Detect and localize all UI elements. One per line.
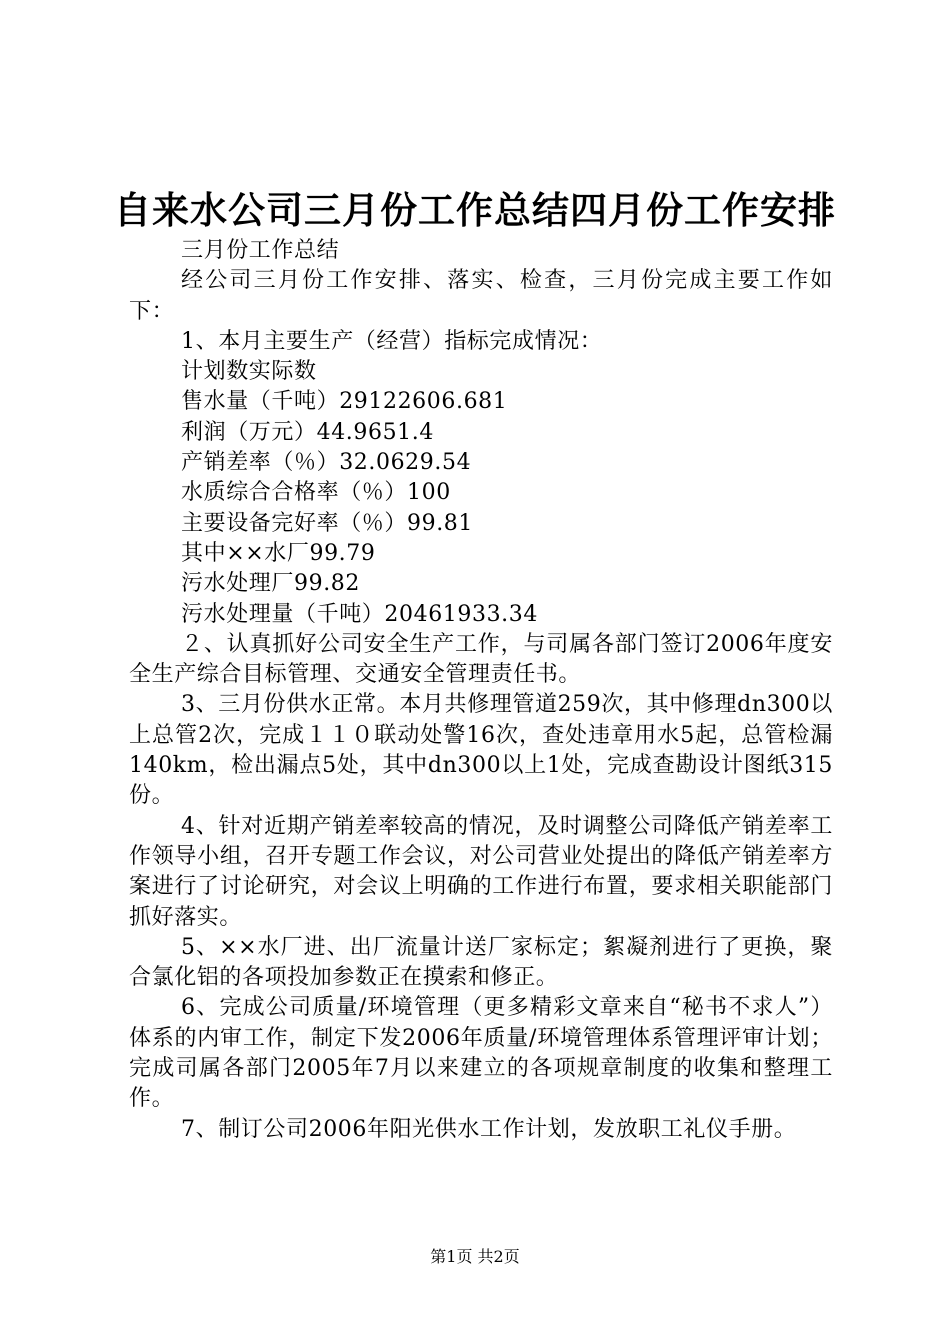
indicator-water-quality: 水质综合合格率（％）100 — [181, 480, 451, 506]
item-5-paragraph: 5、××水厂进、出厂流量计送厂家标定；絮凝剂进行了更换，聚合氯化铝的各项投加参数正在摸索和修正。 — [129, 934, 833, 991]
indicator-nonrevenue-rate: 产销差率（％）32.0629.54 — [181, 450, 472, 476]
item-1-heading: 1、本月主要生产（经营）指标完成情况： — [181, 328, 603, 354]
indicator-equipment-rate: 主要设备完好率（％）99.81 — [181, 510, 473, 536]
item-2-paragraph: ２、认真抓好公司安全生产工作，与司属各部门签订2006年度安全生产综合目标管理、交通安全管理责任书。 — [129, 631, 833, 688]
indicator-sewage-volume: 污水处理量（千吨）20461933.34 — [181, 601, 538, 627]
item-4-paragraph: 4、针对近期产销差率较高的情况，及时调整公司降低产销差率工作领导小组，召开专题工作会议，对公司营业处提出的降低产销差率方案进行了讨论研究，对会议上明确的工作进行布置，要求相关职能部门抓好落实。 — [129, 813, 833, 930]
item-6-paragraph: 6、完成公司质量/环境管理（更多精彩文章来自“秘书不求人”）体系的内审工作，制定下发2006年质量/环境管理体系管理评审计划；完成司属各部门2005年7月以来建立的各项规章制度的收集和整理工作。 — [129, 995, 833, 1112]
intro-paragraph: 经公司三月份工作安排、落实、检查，三月份完成主要工作如下： — [129, 268, 833, 324]
document-body — [129, 236, 833, 1145]
item-3-paragraph: 3、三月份供水正常。本月共修理管道259次，其中修理dn300以上总管2次，完成１１０联动处警16次，查处违章用水5起，总管检漏140km，检出漏点5处，其中dn300以上1处，完成查勘设计图纸315份。 — [129, 692, 833, 809]
page-footer: 第1页 共2页 — [430, 1247, 520, 1266]
item-7-paragraph: 7、制订公司2006年阳光供水工作计划，发放职工礼仪手册。 — [181, 1116, 797, 1142]
indicator-water-plant: 其中××水厂99.79 — [181, 540, 376, 566]
indicator-sewage-plant: 污水处理厂99.82 — [181, 571, 360, 597]
section-heading: 三月份工作总结 — [181, 238, 340, 263]
document-title: 自来水公司三月份工作总结四月份工作安排 — [114, 188, 836, 232]
indicator-water-sales: 售水量（千吨）29122606.681 — [181, 389, 508, 415]
indicator-profit: 利润（万元）44.9651.4 — [181, 419, 434, 445]
indicator-header: 计划数实际数 — [181, 359, 317, 385]
